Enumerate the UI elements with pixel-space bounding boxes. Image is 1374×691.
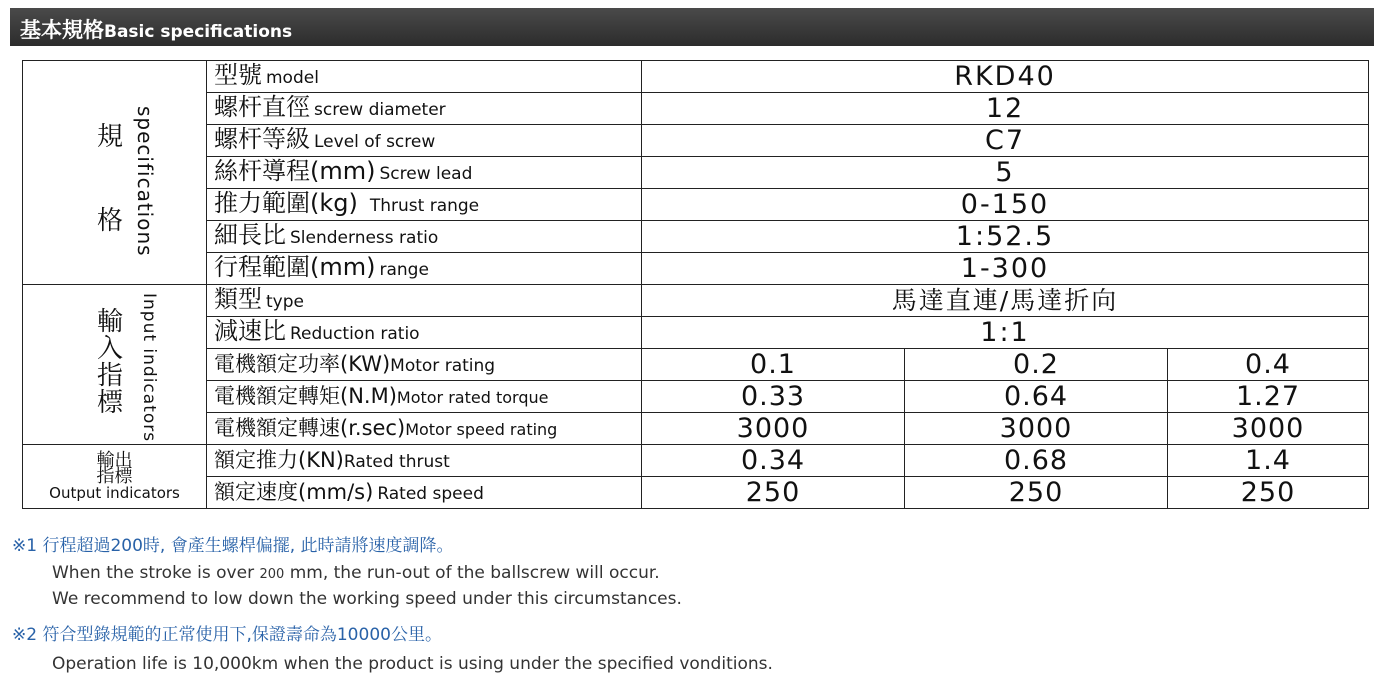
note-1-title: ※1 行程超過200時, 會產生螺桿偏擺, 此時請將速度調降。	[12, 536, 454, 556]
table-row-rated-speed	[23, 477, 1369, 509]
section-title-en: Basic specifications	[104, 22, 293, 42]
param-slenderness-ratio: 細長比 Slenderness ratio	[207, 221, 642, 253]
group-output-zh-2: 指標	[96, 465, 133, 487]
table-row-type	[23, 285, 1369, 317]
table-row-reduction-ratio	[23, 317, 1369, 349]
value-motor-rating-3: 0.4	[1168, 349, 1369, 381]
table-row-motor-speed	[23, 413, 1369, 445]
value-level-of-screw: C7	[642, 125, 1369, 157]
param-screw-diameter: 螺杆直徑 screw diameter	[207, 93, 642, 125]
param-motor-speed: 電機額定轉速(r.sec)Motor speed rating	[207, 413, 642, 445]
table-row-screw-diameter	[23, 93, 1369, 125]
group-input-en: Input indicators	[139, 293, 159, 443]
table-row-thrust-range	[23, 189, 1369, 221]
param-level-of-screw: 螺杆等級 Level of screw	[207, 125, 642, 157]
value-rated-thrust-1: 0.34	[642, 445, 905, 477]
value-screw-lead: 5	[642, 157, 1369, 189]
note-2-title: ※2 符合型錄規範的正常使用下,保證壽命為10000公里。	[12, 625, 442, 645]
group-input-zh-2: 入	[96, 334, 123, 364]
section-title-zh: 基本規格	[20, 18, 104, 42]
note-1-line-1: When the stroke is over 200 mm, the run-out of the ballscrew will occur.	[52, 563, 660, 583]
param-range: 行程範圍(mm) range	[207, 253, 642, 285]
table-row-motor-torque	[23, 381, 1369, 413]
table-row-model	[23, 61, 1369, 93]
header-marker	[0, 8, 10, 46]
table-row-screw-lead	[23, 157, 1369, 189]
table-row-slenderness-ratio	[23, 221, 1369, 253]
value-rated-speed-1: 250	[642, 477, 905, 509]
spec-table	[22, 60, 1369, 509]
value-model: RKD40	[642, 61, 1369, 93]
value-motor-torque-2: 0.64	[905, 381, 1168, 413]
value-motor-speed-2: 3000	[905, 413, 1168, 445]
value-rated-thrust-3: 1.4	[1168, 445, 1369, 477]
value-reduction-ratio: 1:1	[642, 317, 1369, 349]
param-screw-lead: 絲杆導程(mm) Screw lead	[207, 157, 642, 189]
group-specifications	[23, 61, 207, 285]
table-row-motor-rating	[23, 349, 1369, 381]
value-thrust-range: 0-150	[642, 189, 1369, 221]
param-rated-speed: 額定速度(mm/s) Rated speed	[207, 477, 642, 509]
value-type: 馬達直連/馬達折向	[642, 285, 1369, 317]
value-range: 1-300	[642, 253, 1369, 285]
table-row-rated-thrust	[23, 445, 1369, 477]
param-reduction-ratio: 減速比 Reduction ratio	[207, 317, 642, 349]
value-slenderness-ratio: 1:52.5	[642, 221, 1369, 253]
value-motor-speed-3: 3000	[1168, 413, 1369, 445]
section-header	[0, 8, 1374, 46]
value-screw-diameter: 12	[642, 93, 1369, 125]
note-2-line-1: Operation life is 10,000km when the product is using under the specified vonditions.	[52, 654, 773, 674]
group-input-zh-1: 輸	[96, 307, 123, 337]
value-rated-speed-2: 250	[905, 477, 1168, 509]
group-specifications-en: specifications	[133, 106, 157, 257]
table-row-range	[23, 253, 1369, 285]
value-rated-thrust-2: 0.68	[905, 445, 1168, 477]
group-specifications-zh-1: 規	[96, 122, 123, 152]
table-row-level-of-screw	[23, 125, 1369, 157]
group-input-indicators	[23, 285, 207, 445]
group-specifications-zh-2: 格	[96, 206, 123, 236]
section-title	[20, 14, 292, 44]
value-motor-rating-2: 0.2	[905, 349, 1168, 381]
value-motor-torque-3: 1.27	[1168, 381, 1369, 413]
group-output-zh-1: 輸出	[96, 449, 133, 471]
footnotes	[12, 535, 1362, 677]
note-1-line-2: We recommend to low down the working speed under this circumstances.	[52, 589, 682, 609]
group-input-zh-3: 指	[96, 361, 123, 391]
value-motor-torque-1: 0.33	[642, 381, 905, 413]
param-motor-rating: 電機額定功率(KW)Motor rating	[207, 349, 642, 381]
param-type: 類型 type	[207, 285, 642, 317]
value-motor-speed-1: 3000	[642, 413, 905, 445]
value-rated-speed-3: 250	[1168, 477, 1369, 509]
param-motor-torque: 電機額定轉矩(N.M)Motor rated torque	[207, 381, 642, 413]
group-output-indicators	[23, 445, 207, 509]
param-rated-thrust: 額定推力(KN)Rated thrust	[207, 445, 642, 477]
param-thrust-range: 推力範圍(kg) Thrust range	[207, 189, 642, 221]
value-motor-rating-1: 0.1	[642, 349, 905, 381]
group-output-en: Output indicators	[49, 483, 180, 502]
param-model: 型號 model	[207, 61, 642, 93]
group-input-zh-4: 標	[96, 388, 123, 418]
